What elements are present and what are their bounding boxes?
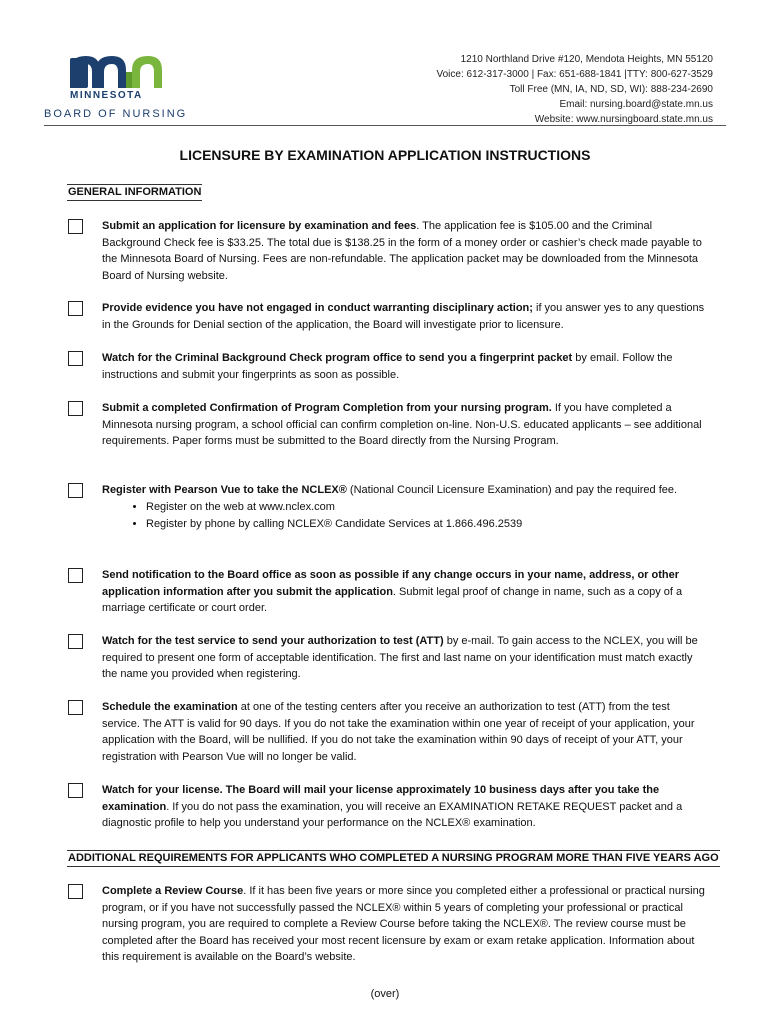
item-heading: Watch for your license. The Board will mail your license approximately 10 business days after you take the examination: [102, 784, 660, 813]
checkbox[interactable]: [68, 568, 83, 583]
checklist-item: [68, 567, 708, 617]
item-heading: Register with Pearson Vue to take the NCLEX®: [102, 484, 347, 496]
header-divider: [44, 125, 726, 126]
mn-logo-icon: [70, 50, 180, 90]
registration-options: [102, 499, 708, 533]
checkbox[interactable]: [68, 401, 83, 416]
list-item: • Register on the web at www.nclex.com: [146, 499, 708, 516]
contact-phone: Voice: 612-317-3000 | Fax: 651-688-1841 |TTY: 800-627-3529: [436, 69, 713, 80]
section-additional-heading: ADDITIONAL REQUIREMENTS FOR APPLICANTS WHO COMPLETED A NURSING PROGRAM MORE THAN FIVE YEARS AGO: [67, 850, 720, 867]
item-text: by email. Follow the instructions and submit your fingerprints as soon as possible.: [102, 352, 673, 381]
item-text: . The application fee is $105.00 and the Criminal Background Check fee is $33.25. The total due is $138.25 in the form of a money order or cashier’s check made payable to the Minnesota Board of Nursing. Fees are non-refundable. The application packet may be downloaded from the Minnesota Board of Nursing website.: [102, 220, 702, 282]
contact-address: 1210 Northland Drive #120, Mendota Heights, MN 55120: [460, 54, 713, 65]
item-heading: Watch for the Criminal Background Check program office to send you a fingerprint packet: [102, 352, 573, 364]
item-text: at one of the testing centers after you receive an authorization to test (ATT) from the test service. The ATT is valid for 90 days. If you do not take the examination within one year of receipt of your application, your application with the Board, will be nullified. If you do not take the examination within 90 days of receipt of your ATT, your registration with Pearson Vue will no longer be valid.: [102, 701, 695, 763]
page-footer: (over): [370, 988, 400, 1000]
checklist-item: [68, 350, 708, 383]
checkbox[interactable]: [68, 219, 83, 234]
checklist-item: [68, 300, 708, 333]
item-heading: Complete a Review Course: [102, 885, 244, 897]
checkbox[interactable]: [68, 783, 83, 798]
page-title: LICENSURE BY EXAMINATION APPLICATION INSTRUCTIONS: [179, 147, 591, 163]
checkbox[interactable]: [68, 634, 83, 649]
checkbox[interactable]: [68, 884, 83, 899]
checklist-item: [68, 218, 708, 284]
checkbox[interactable]: [68, 483, 83, 498]
logo-state-name: MINNESOTA: [70, 90, 143, 101]
item-heading: Watch for the test service to send your authorization to test (ATT): [102, 635, 444, 647]
item-heading: Schedule the examination: [102, 701, 238, 713]
checklist-item: [68, 699, 708, 765]
item-heading: Send notification to the Board office as soon as possible if any change occurs in your name, address, or other application information after you submit the application: [102, 569, 680, 598]
checkbox[interactable]: [68, 700, 83, 715]
item-heading: Submit a completed Confirmation of Program Completion from your nursing program.: [102, 402, 552, 414]
checklist-item: [68, 400, 708, 450]
checkbox[interactable]: [68, 351, 83, 366]
item-heading: Submit an application for licensure by examination and fees: [102, 220, 417, 232]
contact-website: Website: www.nursingboard.state.mn.us: [534, 114, 713, 125]
contact-tollfree: Toll Free (MN, IA, ND, SD, WI): 888-234-2690: [509, 84, 713, 95]
board-logo: [44, 50, 188, 124]
contact-email: Email: nursing.board@state.mn.us: [559, 99, 713, 110]
item-text: . Submit legal proof of change in name, such as a copy of a marriage certificate or court order.: [102, 585, 683, 614]
item-text: . If you do not pass the examination, you will receive an EXAMINATION RETAKE REQUEST packet and a diagnostic profile to help you understand your performance on the NCLEX® examination.: [102, 800, 683, 829]
checklist-item: [68, 883, 708, 966]
item-text: if you answer yes to any questions in the Grounds for Denial section of the application, the Board will investigate prior to licensure.: [102, 302, 705, 331]
logo-board-name: BOARD OF NURSING: [44, 108, 188, 120]
contact-block: [437, 52, 714, 127]
section-general-heading: GENERAL INFORMATION: [67, 184, 202, 201]
item-text: by e-mail. To gain access to the NCLEX, you will be required to present one form of acceptable identification. The first and last name on your identification must match exactly the name you provided when registering.: [102, 635, 698, 680]
checkbox[interactable]: [68, 301, 83, 316]
item-text: (National Council Licensure Examination) and pay the required fee.: [346, 484, 678, 496]
item-text: . If it has been five years or more since you completed either a professional or practical nursing program, or if you have not successfully passed the NCLEX® within 5 years of completing your professional or practical nursing program, you are required to complete a Review Course before taking the NCLEX®. The review course must be completed after the Board has received your most recent licensure by exam or exam retake application. Information about this requirement is available on the Board’s website.: [102, 885, 705, 963]
item-heading: Provide evidence you have not engaged in conduct warranting disciplinary action;: [102, 302, 533, 314]
item-text: If you have completed a Minnesota nursing program, a school official can confirm completion on-line. Non-U.S. educated applicants – see additional requirements. Paper forms must be submitted to the Board directly from the Nursing Program.: [102, 402, 702, 447]
checklist-item: [68, 633, 708, 683]
list-item: • Register by phone by calling NCLEX® Candidate Services at 1.866.496.2539: [146, 516, 708, 533]
checklist-item: [68, 482, 708, 533]
checklist-item: [68, 782, 708, 832]
